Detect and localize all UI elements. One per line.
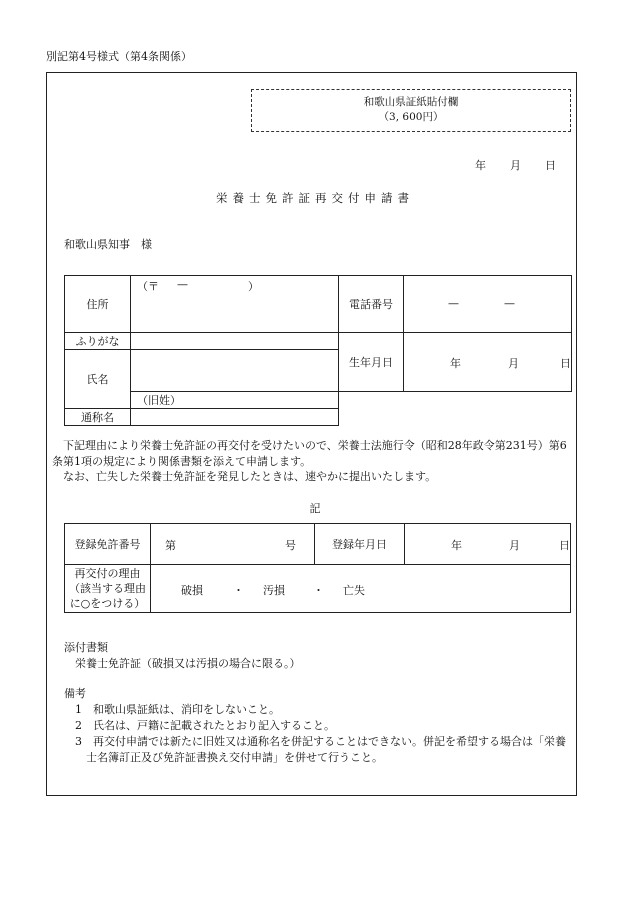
phone-dash-2: — [504,297,515,310]
reason-label-line-1: 再交付の理由 [74,567,141,580]
reason-separator-2: ・ [313,583,324,597]
remark-number: 1 [75,703,82,716]
stamp-box-title: 和歌山県証紙貼付欄 [363,96,459,108]
furigana-label: ふりがな [65,333,131,350]
application-statement [52,438,574,485]
stamp-box-amount: （3, 600円） [378,111,444,123]
statement-paragraph-2: なお、亡失した栄養士免許証を発見したときは、速やかに提出いたします。 [63,470,437,483]
registration-month-label: 月 [509,539,520,552]
dai-label: 第 [165,539,176,552]
revenue-stamp-box [251,89,571,132]
reissue-reason-options [151,565,571,613]
attachments-item: 栄養士免許証（破損又は汚損の場合に限る。） [75,657,301,670]
addressee: 和歌山県知事 様 [64,238,152,251]
registration-day-label: 日 [559,539,570,552]
reason-separator-1: ・ [233,583,244,597]
registration-year-label: 年 [451,539,462,552]
address-field[interactable] [131,276,339,333]
postal-dash: — [177,278,188,291]
old-name-field[interactable]: （旧姓） [131,392,339,409]
birth-date-field[interactable] [404,333,572,392]
phone-label: 電話番号 [339,276,404,333]
birth-year-label: 年 [450,357,461,370]
date-year-label: 年 [475,159,486,172]
name-label: 氏名 [65,350,131,409]
registration-table [64,523,571,613]
attachments-heading: 添付書類 [64,641,108,654]
remark-number: 3 [75,735,82,748]
birth-date-label: 生年月日 [339,333,404,392]
reason-label-line-3: に○をつける） [69,597,146,610]
remark-text: 和歌山県証紙は、消印をしないこと。 [93,703,280,716]
remark-text: 再交付申請では新たに旧姓又は通称名を併記することはできない。併記を希望する場合は「栄養士名簿訂正及び免許証書換え交付申請」を併せて行うこと。 [86,735,566,764]
applicant-table [64,275,572,426]
notes-section [64,640,574,766]
remark-item-1 [64,702,574,718]
registration-date-field[interactable] [405,524,571,565]
reason-soiled[interactable]: 汚損 [263,583,285,597]
birth-month-label: 月 [508,357,519,370]
date-day-label: 日 [545,159,556,172]
remark-item-3 [64,734,574,766]
reason-damaged[interactable]: 破損 [181,583,203,597]
registration-number-field[interactable] [151,524,315,565]
birth-day-label: 日 [560,357,571,370]
go-label: 号 [285,539,296,552]
postal-prefix: （〒 [137,280,159,293]
registration-number-label: 登録免許番号 [65,524,151,565]
furigana-field[interactable] [131,333,339,350]
ki-heading: 記 [309,502,321,515]
statement-paragraph-1: 下記理由により栄養士免許証の再交付を受けたいので、栄養士法施行令（昭和28年政令第231号）第6条第1項の規定により関係書類を添えて申請します。 [52,439,567,468]
remarks-heading: 備考 [64,687,86,700]
postal-close: ） [248,280,259,293]
date-month-label: 月 [510,159,521,172]
remark-item-2 [64,718,574,734]
document-title: 栄養士免許証再交付申請書 [216,191,414,205]
registration-date-label: 登録年月日 [315,524,405,565]
name-field[interactable] [131,350,339,392]
phone-field[interactable] [404,276,572,333]
remark-number: 2 [75,719,82,732]
alias-field[interactable] [131,409,339,426]
phone-dash-1: — [448,297,459,310]
form-identifier: 別記第4号様式（第4条関係） [46,50,192,63]
alias-label: 通称名 [65,409,131,426]
remark-text: 氏名は、戸籍に記載されたとおり記入すること。 [93,719,335,732]
address-label: 住所 [65,276,131,333]
reason-label-line-2: （該当する理由 [69,582,146,595]
reason-lost[interactable]: 亡失 [343,583,365,597]
reissue-reason-label [65,565,151,613]
